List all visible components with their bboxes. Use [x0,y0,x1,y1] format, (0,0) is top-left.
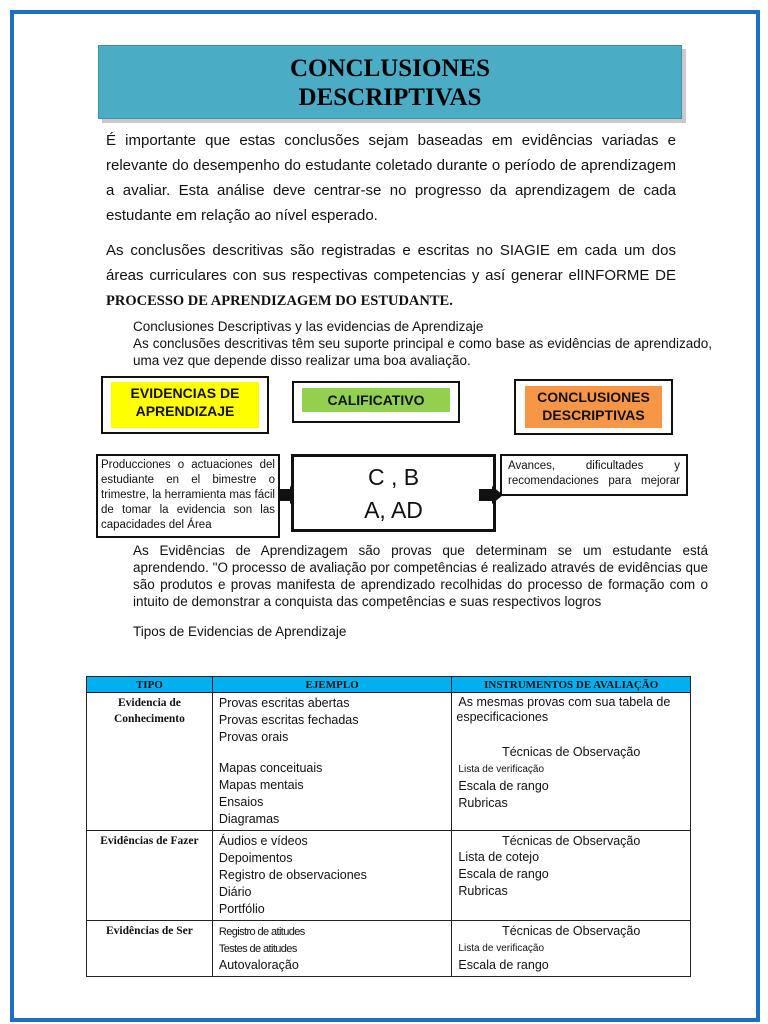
bullet-1-heading: Conclusiones Descriptivas y las evidencias de Aprendizaje [133,319,484,334]
conclusiones-label: CONCLUSIONES DESCRIPTIVAS [525,386,662,428]
table-header-row [87,677,691,693]
table-row [87,693,691,831]
grades-line-1: C , B [367,464,420,490]
list-item: Rubricas [458,796,508,810]
tipo-cell: Evidências de Fazer [87,831,213,921]
instrumentos-cell [452,831,691,921]
bullet-item-2 [112,542,708,640]
tipo-cell: Evidências de Ser [87,921,213,977]
list-item: Escala de rango [458,867,549,881]
evidence-types-subtitle: Tipos de Evidencias de Aprendizaje [133,624,347,639]
diagram-box-conclusiones [514,379,673,435]
header-tipo: TIPO [87,677,213,693]
list-item: Provas escritas abertas [218,696,350,710]
ejemplo-cell [212,831,452,921]
list-item: Lista de verificação [458,943,545,954]
list-item: Escala de rango [458,958,549,972]
observation-heading: Técnicas de Observação [502,745,641,759]
list-item: Provas escritas fechadas [218,713,359,727]
list-item: Lista de verificação [458,764,545,775]
list-item: Registro de atitudes [218,926,305,938]
paragraph-2-bold: PROCESSO DE APRENDIZAGEM DO ESTUDANTE. [106,293,453,309]
list-item: Escala de rango [458,779,549,793]
diagram-right-text-box [500,454,688,496]
left-text: Producciones o actuaciones del estudiante en el bimestre o trimestre, la herramienta mas fácil de tomar la evidencia son las capacidades del Área [101,459,275,531]
list-item: Autovaloração [218,958,299,972]
paragraph-1: É importante que estas conclusões sejam baseadas em evidências variadas e relevante do desempenho do estudante coletado durante o período de aprendizagem a avaliar. Esta análise deve centrar-se no progresso da aprendizagem de cada estudante em relação ao nível esperado. [106,132,676,224]
list-item: Portfólio [218,902,265,916]
list-item: Registro de observaciones [218,868,367,882]
list-item: Áudios e vídeos [218,834,308,848]
table-row [87,831,691,921]
instrumentos-cell [452,693,691,831]
list-item: Testes de atitudes [218,943,297,955]
grades-line-2: A, AD [364,497,423,523]
evidencias-label: EVIDENCIAS DE APRENDIZAJE [111,382,259,428]
evidence-table [86,676,691,977]
ejemplo-cell [212,693,452,831]
ejemplo-cell [212,921,452,977]
arrow-right-icon-2 [479,489,493,501]
page-title [98,45,682,119]
table-row [87,921,691,977]
diagram-left-text-box [96,454,280,538]
tipo-cell: Evidencia de Conhecimento [87,693,213,831]
right-text: Avances, dificultades y recomendaciones para mejorar [508,460,680,487]
observation-heading: Técnicas de Observação [502,834,641,848]
list-item: Depoimentos [218,851,293,865]
list-item: Lista de cotejo [458,850,540,864]
diagram-box-calificativo [292,381,460,423]
bullet-2-body: As Evidências de Aprendizagem são provas que determinam se um estudante está aprendendo. "O processo de avaliação por competências é realizado através de evidências que são produtos e provas manifesta de aprendizado recolhidas do processo de formação com o intuito de demonstrar a conquista das competências e suas respectivos logros [133,543,708,609]
list-item: Mapas conceituais [218,761,323,775]
title-line-2: DESCRIPTIVAS [298,84,482,111]
list-item: Provas orais [218,730,289,744]
calificativo-label: CALIFICATIVO [302,388,450,412]
title-line-1: CONCLUSIONES [289,55,491,82]
list-item: Ensaios [218,795,264,809]
header-ejemplo: EJEMPLO [212,677,452,693]
bullet-item-1 [112,318,712,369]
list-item: Diário [218,885,252,899]
paragraph-2 [106,238,676,314]
header-instrumentos: INSTRUMENTOS DE AVALIAÇÃO [452,677,691,693]
observation-heading: Técnicas de Observação [502,924,641,938]
diagram-box-evidencias [101,376,269,434]
list-item: As mesmas provas com sua tabela de especificaciones [456,695,671,724]
paragraph-2-text: As conclusões descritivas são registradas e escritas no SIAGIE em cada um dos áreas curriculares con sus respectivas competencias y así generar elINFORME DE [106,242,676,284]
list-item: Diagramas [218,812,280,826]
instrumentos-cell [452,921,691,977]
bullet-1-body: As conclusões descritivas têm seu suporte principal e como base as evidências de aprendizado, uma vez que depende disso realizar uma boa avaliação. [133,336,712,368]
list-item: Rubricas [458,884,508,898]
list-item: Mapas mentais [218,778,304,792]
diagram-grades-box [291,454,496,532]
